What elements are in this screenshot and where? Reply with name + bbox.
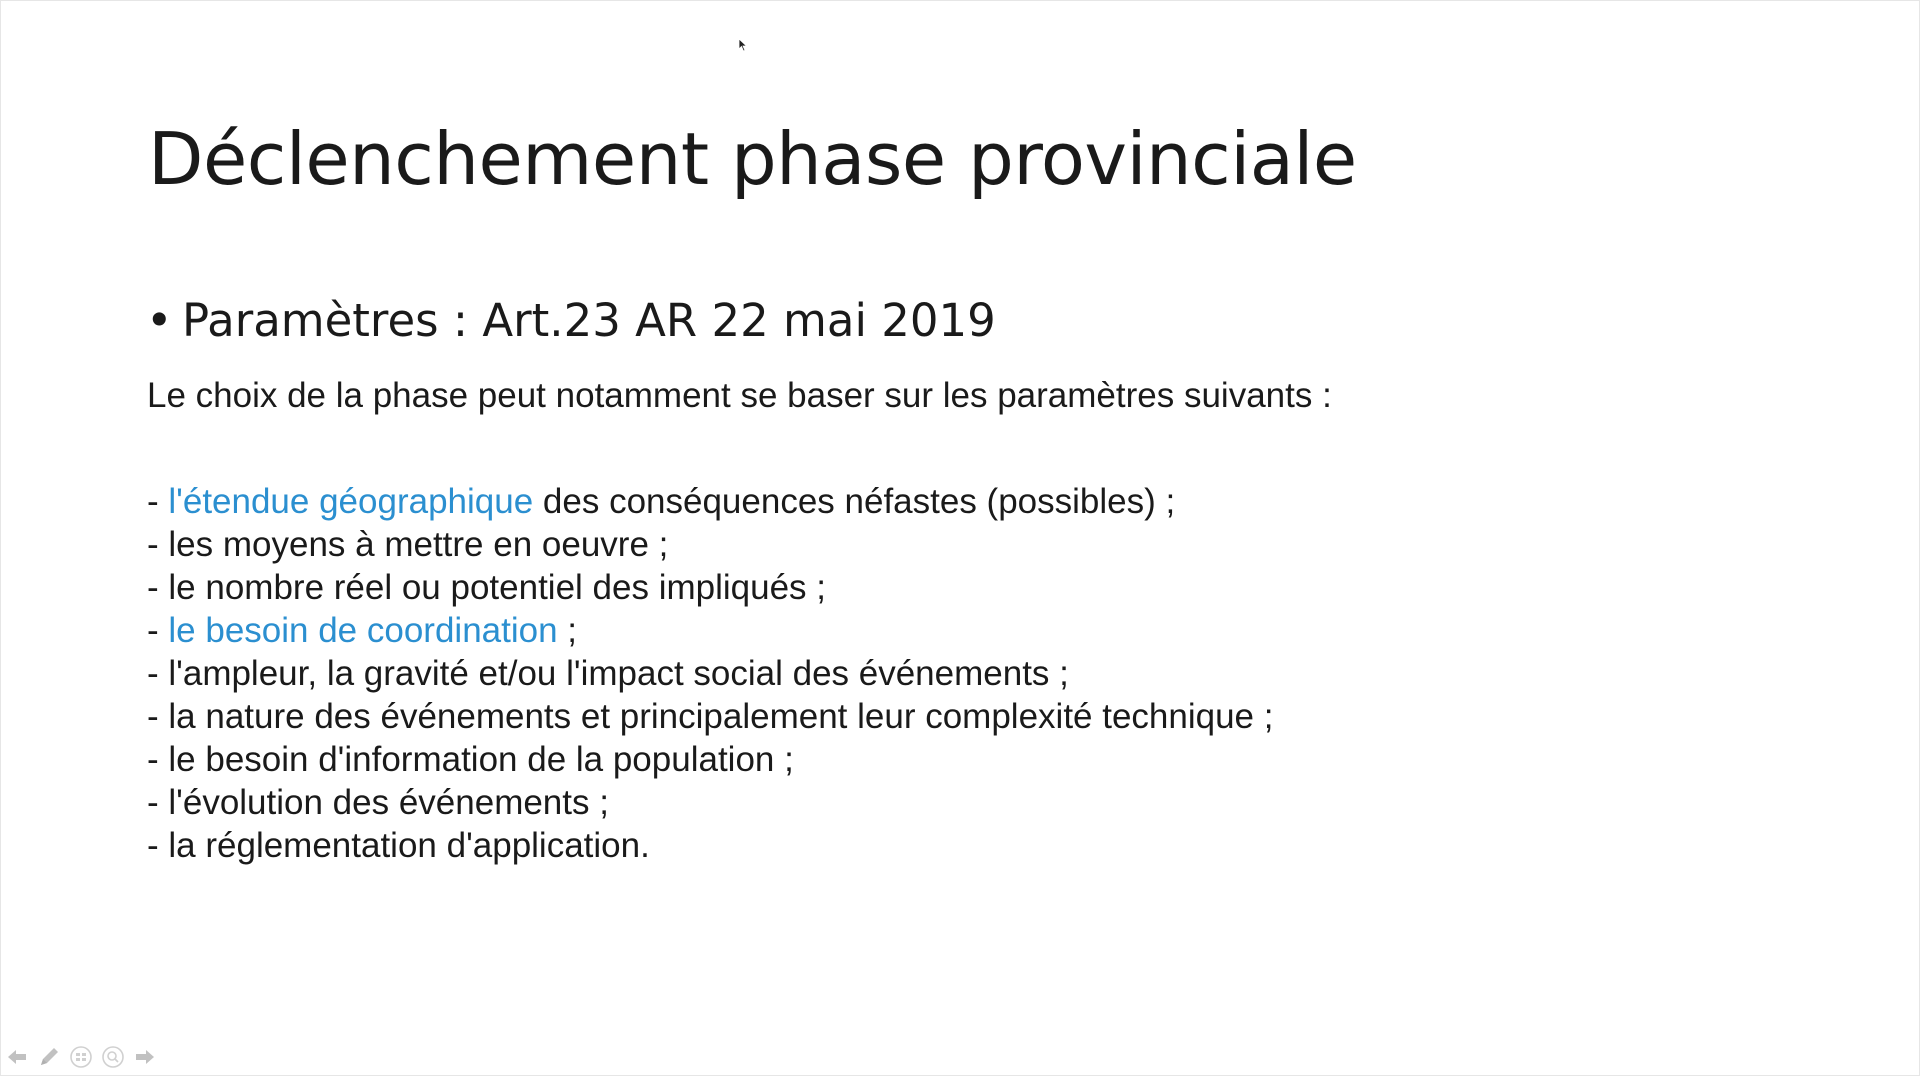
zoom-button[interactable]: [99, 1045, 127, 1069]
zoom-icon: [101, 1045, 125, 1069]
list-item-prefix: -: [147, 654, 169, 693]
list-item: [147, 609, 1273, 652]
list-item-text: la réglementation d'application.: [168, 826, 650, 865]
list-item: [147, 738, 1273, 781]
list-item-highlight: l'étendue géographique: [168, 482, 534, 521]
mouse-cursor-icon: [738, 38, 748, 52]
slide-title: Déclenchement phase provinciale: [148, 117, 1357, 201]
list-item-prefix: -: [147, 611, 169, 650]
parameter-list: [147, 480, 1273, 867]
intro-text: Le choix de la phase peut notamment se baser sur les paramètres suivants :: [147, 376, 1332, 415]
slides-icon: [69, 1045, 93, 1069]
previous-slide-button[interactable]: [3, 1045, 31, 1069]
arrow-left-icon: [5, 1045, 29, 1069]
slideshow-toolbar: [3, 1045, 159, 1069]
bullet-marker: •: [146, 294, 173, 347]
list-item: [147, 781, 1273, 824]
list-item-prefix: -: [147, 826, 169, 865]
pen-icon: [37, 1045, 61, 1069]
list-item-text: des conséquences néfastes (possibles) ;: [533, 482, 1176, 521]
list-item: [147, 566, 1273, 609]
list-item-prefix: -: [147, 783, 169, 822]
list-item-text: les moyens à mettre en oeuvre ;: [168, 525, 669, 564]
list-item-prefix: -: [147, 740, 169, 779]
bullet-text: Paramètres : Art.23 AR 22 mai 2019: [182, 294, 996, 347]
next-slide-button[interactable]: [131, 1045, 159, 1069]
bullet-parametres: [146, 291, 996, 351]
pen-tool-button[interactable]: [35, 1045, 63, 1069]
list-item-text: ;: [557, 611, 578, 650]
list-item-prefix: -: [147, 697, 169, 736]
list-item: [147, 480, 1273, 523]
list-item-text: le nombre réel ou potentiel des impliqués ;: [168, 568, 826, 607]
list-item-text: l'ampleur, la gravité et/ou l'impact social des événements ;: [168, 654, 1069, 693]
list-item-prefix: -: [147, 568, 169, 607]
list-item-text: la nature des événements et principalement leur complexité technique ;: [168, 697, 1274, 736]
list-item: [147, 523, 1273, 566]
arrow-right-icon: [133, 1045, 157, 1069]
list-item-highlight: le besoin de coordination: [168, 611, 558, 650]
list-item-text: l'évolution des événements ;: [168, 783, 609, 822]
see-all-slides-button[interactable]: [67, 1045, 95, 1069]
list-item-prefix: -: [147, 525, 169, 564]
list-item: [147, 695, 1273, 738]
list-item: [147, 652, 1273, 695]
list-item-text: le besoin d'information de la population ;: [168, 740, 794, 779]
list-item: [147, 824, 1273, 867]
list-item-prefix: -: [147, 482, 169, 521]
